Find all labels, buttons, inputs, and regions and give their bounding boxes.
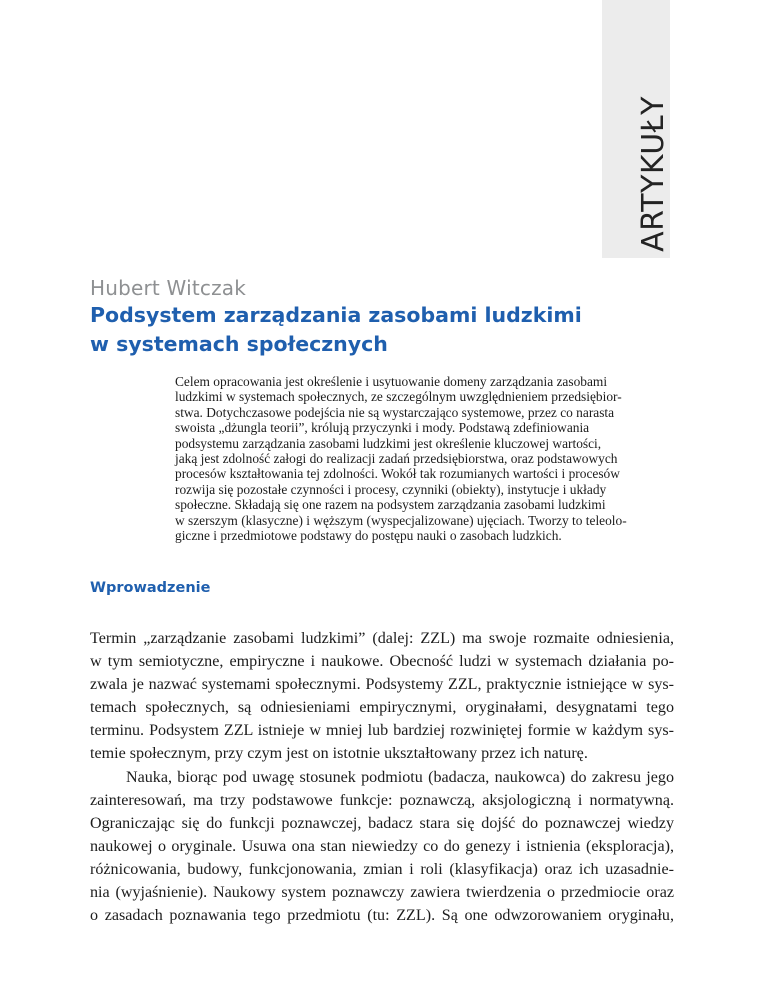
body-text: [90, 627, 674, 927]
body-line: naukowej o oryginale. Usuwa ona stan niewiedzy co do genezy i istnienia (eksploracja),: [90, 837, 674, 855]
abstract-line: w szerszym (klasyczne) i węższym (wyspecjalizowane) ujęciach. Tworzy to teleolo-: [175, 512, 627, 528]
section-tab: ARTYKUŁY: [602, 0, 670, 258]
abstract-line: społeczne. Składają się one razem na podsystem zarządzania zasobami ludzkimi: [175, 497, 606, 513]
abstract-line: podsystemu zarządzania zasobami ludzkimi jest określenie kluczowej wartości,: [175, 435, 602, 451]
abstract-line: rozwija się pozostałe czynności i procesy, czynniki (obiekty), instytucje i układy: [175, 481, 607, 497]
body-line: zwala je nazwać systemami społecznymi. Podsystemy ZZL, praktycznie istniejące w sys-: [90, 676, 674, 694]
abstract-line: jaką jest zdolność załogi do realizacji zadań przedsiębiorstwa, oraz podstawowych: [175, 451, 618, 467]
body-line: zainteresowań, ma trzy podstawowe funkcje: poznawczą, aksjologiczną i normatywną.: [90, 791, 674, 809]
body-line: Ograniczając się do funkcji poznawczej, badacz stara się dojść do poznawczej wiedzy: [90, 814, 674, 832]
body-line: różnicowania, budowy, funkcjonowania, zmian i roli (klasyfikacja) oraz ich uzasadnie-: [90, 860, 674, 878]
abstract-line: Celem opracowania jest określenie i usytuowanie domeny zarządzania zasobami: [175, 374, 608, 389]
body-line: w tym semiotyczne, empiryczne i naukowe. Obecność ludzi w systemach działania po-: [90, 653, 674, 671]
article-title: [90, 301, 630, 359]
title-line: Podsystem zarządzania zasobami ludzkimi: [90, 303, 582, 327]
body-line: Termin „zarządzanie zasobami ludzkimi” (dalej: ZZL) ma swoje rozmaite odniesienia,: [90, 630, 674, 647]
abstract-line: procesów kształtowania tej zdolności. Wokół tak rozumianych wartości i procesów: [175, 466, 620, 482]
section-heading: Wprowadzenie: [90, 580, 211, 596]
body-line: terminu. Podsystem ZZL istnieje w mniej lub bardziej rozwiniętej formie w każdym sys-: [90, 722, 674, 740]
body-line: o zasadach poznawania tego przedmiotu (tu: ZZL). Są one odwzorowaniem oryginału,: [90, 907, 674, 925]
body-line: temach społecznych, są odniesieniami empirycznymi, oryginałami, desygnatami tego: [90, 699, 674, 717]
body-line: nia (wyjaśnienie). Naukowy system poznawczy zawiera twierdzenia o przedmiocie oraz: [90, 884, 674, 902]
article-author: Hubert Witczak: [90, 276, 247, 300]
abstract: [175, 374, 627, 544]
abstract-line: swoista „dżungla teorii”, królują przyczynki i mody. Podstawą zdefiniowania: [175, 420, 590, 436]
body-line: temie społecznym, przy czym jest on istotnie ukształtowany przez ich naturę.: [90, 745, 588, 763]
abstract-line: stwa. Dotychczasowe podejścia nie są wystarczająco systemowe, przez co narasta: [175, 404, 615, 420]
abstract-line: ludzkimi w systemach społecznych, ze szczególnym uwzględnieniem przedsiębior-: [175, 389, 622, 405]
abstract-line: giczne i przedmiotowe podstawy do postępu nauki o zasobach ludzkich.: [175, 528, 562, 544]
title-line: w systemach społecznych: [90, 332, 388, 356]
body-line: Nauka, biorąc pod uwagę stosunek podmiotu (badacza, naukowca) do zakresu jego: [126, 768, 674, 786]
